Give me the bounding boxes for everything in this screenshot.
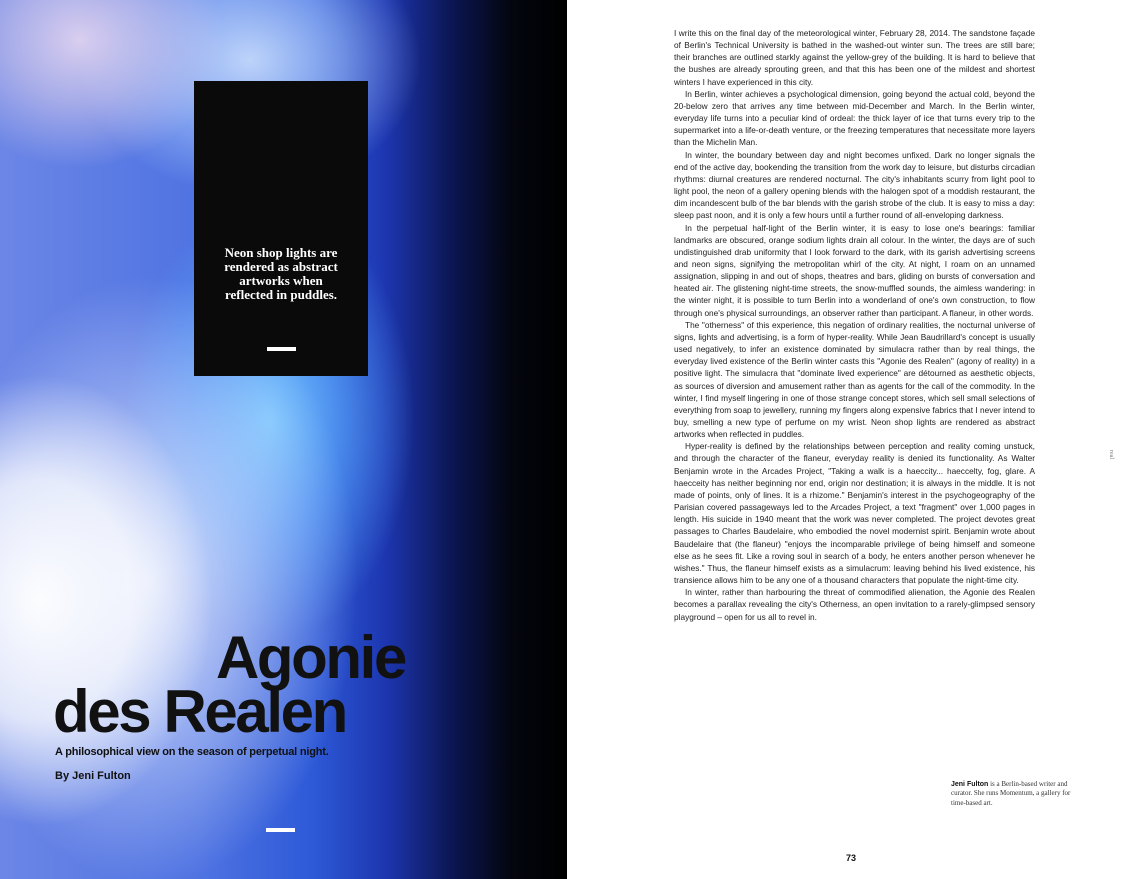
article-paragraph-3: In winter, the boundary between day and night becomes unfixed. Dark no longer signals the end of the active day, bookending the transition from the work day to leisure, but disturbs circadian rhythms: diurnal creatures are rendered nocturnal. The city's inhabitants scurry from light pool to light pool, the neon of a gallery opening blends with the halogen spot of a moddish restaurant, the dim incandescent bulb of the bar blends with the garish strobe of the club. It is easy to miss a day: sleep past noon, and it is only a few hours until a further round of all-enveloping darkness.: [674, 149, 1035, 221]
author-bio-text: is a Berlin-based writer and curator. She runs Momentum, a gallery for time-based art.: [951, 780, 1071, 807]
article-title-line-1: Agonie: [216, 624, 405, 691]
author-bio: [951, 780, 1071, 808]
author-bio-name: Jeni Fulton: [951, 781, 989, 788]
article-paragraph-2: In Berlin, winter achieves a psychological dimension, going beyond the actual cold, beyond the 20-below zero that arrives any time between mid-December and March. In the Berlin winter, everyday life turns into a peculiar kind of ordeal: the thick layer of ice that turns every trip to the supermarket into a life-or-death venture, or the freezing temperatures that necessitate more layers than the Michelin Man.: [674, 88, 1035, 148]
article-byline: By Jeni Fulton: [55, 770, 131, 782]
article-subtitle: A philosophical view on the season of perpetual night.: [55, 746, 329, 758]
article-paragraph-6: Hyper-reality is defined by the relationships between perception and reality coming unstuck, and through the character of the flaneur, everyday reality is denied its functionality. As Walter Benjamin wrote in the Arcades Project, "Taking a walk is a haeccity... haeccelty, fog, glare. A haecceity has neither beginning nor end, origin nor destination; it is always in the middle. It is not made of points, only of lines. It is a rhizome." Benjamin's interest in the psychogeography of the Parisian covered passageways led to the Arcades Project, a text "fragment" over 1,000 pages in length. His suicide in 1940 meant that the work was never completed. The project devotes great passages to Charles Baudelaire, who embodied the novel modernist spirit. Benjamin wrote about Baudelaire that (the flaneur) "enjoys the incomparable privilege of being himself and someone else as he sees fit. Like a roving soul in search of a body, he enters another person whenever he wishes." Thus, the flaneur himself exists as a simulacrum: leaving behind his lived existence, his transience allows him to be any one of a thousand characters that populate the night-time city.: [674, 441, 1035, 586]
pull-quote-divider: [267, 347, 296, 351]
page-footer-divider: [266, 828, 295, 832]
page-number: 73: [846, 853, 857, 863]
section-side-label: real: [1108, 450, 1114, 459]
article-body: [674, 27, 1035, 623]
article-paragraph-4: In the perpetual half-light of the Berlin winter, it is easy to lose one's bearings: familiar landmarks are obscured, orange sodium lights drain all colour. In the winter, the days are of such undistinguished drab uniformity that I look forward to the dark, with its garish advertising screens and neon signs, signifying the metropolitan whirl of the city. At night, I roam on an unnamed assignation, slipping in and out of shops, theatres and bars, gliding on bursts of conversation and heated air. The glistening night-time streets, the snow-muffled sounds, the aimless wandering: in the winter night, it is possible to turn Berlin into a wonderland of one's own construction, to flow through one's physical surroundings, an observer rather than participant. A flaneur, in other words.: [674, 222, 1035, 318]
article-title-line-2: des Realen: [53, 678, 346, 745]
article-paragraph-7: In winter, rather than harbouring the threat of commodified alienation, the Agonie des Realen becomes a parallax revealing the city's Otherness, an open invitation to a rarely-glimpsed sensory playground – open for us all to revel in.: [674, 587, 1035, 622]
pull-quote-text: Neon shop lights are rendered as abstract artworks when reflected in puddles.: [224, 245, 338, 302]
pull-quote-box: [194, 81, 368, 376]
article-paragraph-1: I write this on the final day of the meteorological winter, February 28, 2014. The sandstone façade of Berlin's Technical University is bathed in the washed-out winter sun. The trees are still bare; their branches are outlined starkly against the yellow-grey of the building. It is hard to believe that the bushes are already sprouting green, and that this has been one of the mildest and shortest winters I have experienced in this city.: [674, 28, 1035, 87]
article-paragraph-5: The "otherness" of this experience, this negation of ordinary realities, the nocturnal universe of signs, lights and advertising, is a form of hyper-reality. While Jean Baudrillard's concept is usually used negatively, to infer an existence dominated by simulacra rather than by real things, the everyday lived existence of the Berlin winter casts this "Agonie des Realen" (agony of reality) in a positive light. The simulacra that "dominate lived experience" are détourned as aesthetic objects, as sources of diversion and amusement rather than as agents for the call of the commodity. In the winter, I find myself lingering in one of those strange concept stores, which sell small selections of everything from soap to jewellery, running my fingers along expensive fabrics that I never intend to buy, smelling a new type of perfume on my wrist. Neon shop lights are rendered as abstract artworks when reflected in puddles.: [674, 319, 1035, 440]
